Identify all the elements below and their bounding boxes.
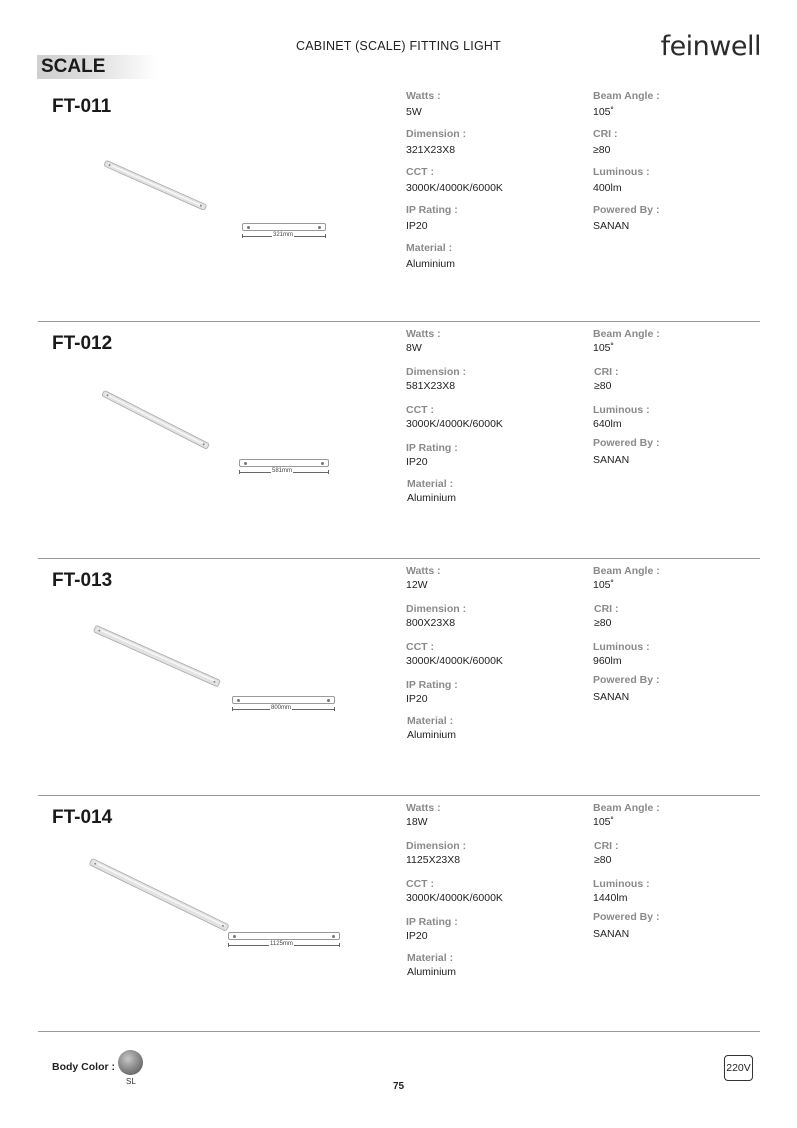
powered-label: Powered By :: [593, 437, 660, 449]
beam-value: 105˚: [593, 106, 615, 118]
product-photo: [98, 385, 213, 455]
dimension-label: Dimension :: [406, 366, 467, 378]
ip-value: IP20: [406, 930, 428, 942]
beam-label: Beam Angle :: [593, 565, 660, 577]
luminous-value: 640lm: [593, 418, 622, 430]
beam-label: Beam Angle :: [593, 802, 660, 814]
ip-value: IP20: [406, 456, 428, 468]
watts-label: Watts :: [406, 565, 441, 577]
watts-value: 18W: [406, 816, 428, 828]
swatch-label: SL: [126, 1077, 136, 1086]
luminous-value: 400lm: [593, 182, 622, 194]
product-model: FT-014: [52, 807, 113, 828]
watts-label: Watts :: [406, 802, 441, 814]
section-tab: [37, 55, 157, 79]
cri-value: ≥80: [594, 854, 612, 866]
cri-value: ≥80: [594, 380, 612, 392]
powered-value: SANAN: [593, 220, 630, 232]
material-value: Aluminium: [407, 729, 457, 741]
cct-label: CCT :: [406, 404, 434, 416]
powered-label: Powered By :: [593, 674, 660, 686]
ip-label: IP Rating :: [406, 442, 458, 454]
product-photo: [86, 853, 231, 933]
voltage-badge: 220V: [724, 1055, 753, 1081]
dimension-label: Dimension :: [406, 603, 467, 615]
product-photo: [100, 155, 215, 210]
dimension-label: 581mm: [272, 468, 293, 474]
ip-label: IP Rating :: [406, 916, 458, 928]
material-value: Aluminium: [407, 966, 457, 978]
powered-label: Powered By :: [593, 911, 660, 923]
material-value: Aluminium: [406, 258, 456, 270]
cct-label: CCT :: [406, 166, 434, 178]
cct-value: 3000K/4000K/6000K: [406, 655, 503, 667]
beam-value: 105˚: [593, 579, 615, 591]
side-profile: [242, 223, 326, 231]
ip-value: IP20: [406, 693, 428, 705]
cri-label: CRI :: [594, 366, 619, 378]
watts-value: 12W: [406, 579, 428, 591]
beam-label: Beam Angle :: [593, 328, 660, 340]
section-divider: [38, 558, 760, 559]
material-label: Material :: [406, 242, 453, 254]
dimension-value: 321X23X8: [406, 144, 456, 156]
brand-logo: feinwell: [660, 31, 761, 62]
luminous-label: Luminous :: [593, 641, 650, 653]
page-number: 75: [392, 1081, 405, 1092]
cct-value: 3000K/4000K/6000K: [406, 182, 503, 194]
dimension-label: 321mm: [273, 232, 294, 238]
dimension-label: 800mm: [271, 705, 292, 711]
material-label: Material :: [407, 478, 454, 490]
section-divider: [38, 321, 760, 322]
product-photo: [90, 620, 225, 690]
side-profile: [239, 459, 329, 467]
beam-value: 105˚: [593, 342, 615, 354]
beam-value: 105˚: [593, 816, 615, 828]
cri-label: CRI :: [594, 840, 619, 852]
cct-label: CCT :: [406, 641, 434, 653]
luminous-label: Luminous :: [593, 166, 650, 178]
luminous-value: 960lm: [593, 655, 622, 667]
footer-divider: [38, 1031, 760, 1032]
dimension-label: Dimension :: [406, 128, 467, 140]
cri-label: CRI :: [594, 603, 619, 615]
material-value: Aluminium: [407, 492, 457, 504]
product-model: FT-013: [52, 570, 113, 591]
powered-value: SANAN: [593, 454, 630, 466]
cri-label: CRI :: [593, 128, 618, 140]
product-model: FT-011: [52, 96, 112, 117]
ip-label: IP Rating :: [406, 679, 458, 691]
luminous-label: Luminous :: [593, 404, 650, 416]
watts-value: 8W: [406, 342, 422, 354]
dimension-label: Dimension :: [406, 840, 467, 852]
cct-value: 3000K/4000K/6000K: [406, 418, 503, 430]
watts-label: Watts :: [406, 328, 441, 340]
material-label: Material :: [407, 715, 454, 727]
powered-value: SANAN: [593, 691, 630, 703]
ip-label: IP Rating :: [406, 204, 458, 216]
cri-value: ≥80: [593, 144, 611, 156]
cct-label: CCT :: [406, 878, 434, 890]
dimension-value: 581X23X8: [406, 380, 456, 392]
side-profile: [232, 696, 335, 704]
luminous-value: 1440lm: [593, 892, 628, 904]
dimension-label: 1125mm: [270, 941, 293, 947]
watts-value: 5W: [406, 106, 422, 118]
section-divider: [38, 795, 760, 796]
dimension-value: 800X23X8: [406, 617, 456, 629]
powered-value: SANAN: [593, 928, 630, 940]
side-profile: [228, 932, 340, 940]
product-model: FT-012: [52, 333, 113, 354]
powered-label: Powered By :: [593, 204, 660, 216]
material-label: Material :: [407, 952, 454, 964]
color-swatch: [118, 1050, 143, 1075]
ip-value: IP20: [406, 220, 428, 232]
dimension-value: 1125X23X8: [406, 854, 461, 866]
beam-label: Beam Angle :: [593, 90, 660, 102]
cri-value: ≥80: [594, 617, 612, 629]
page-title: CABINET (SCALE) FITTING LIGHT: [296, 39, 501, 53]
section-label: SCALE: [41, 56, 106, 77]
watts-label: Watts :: [406, 90, 441, 102]
cct-value: 3000K/4000K/6000K: [406, 892, 503, 904]
body-color-label: Body Color :: [52, 1061, 115, 1073]
luminous-label: Luminous :: [593, 878, 650, 890]
